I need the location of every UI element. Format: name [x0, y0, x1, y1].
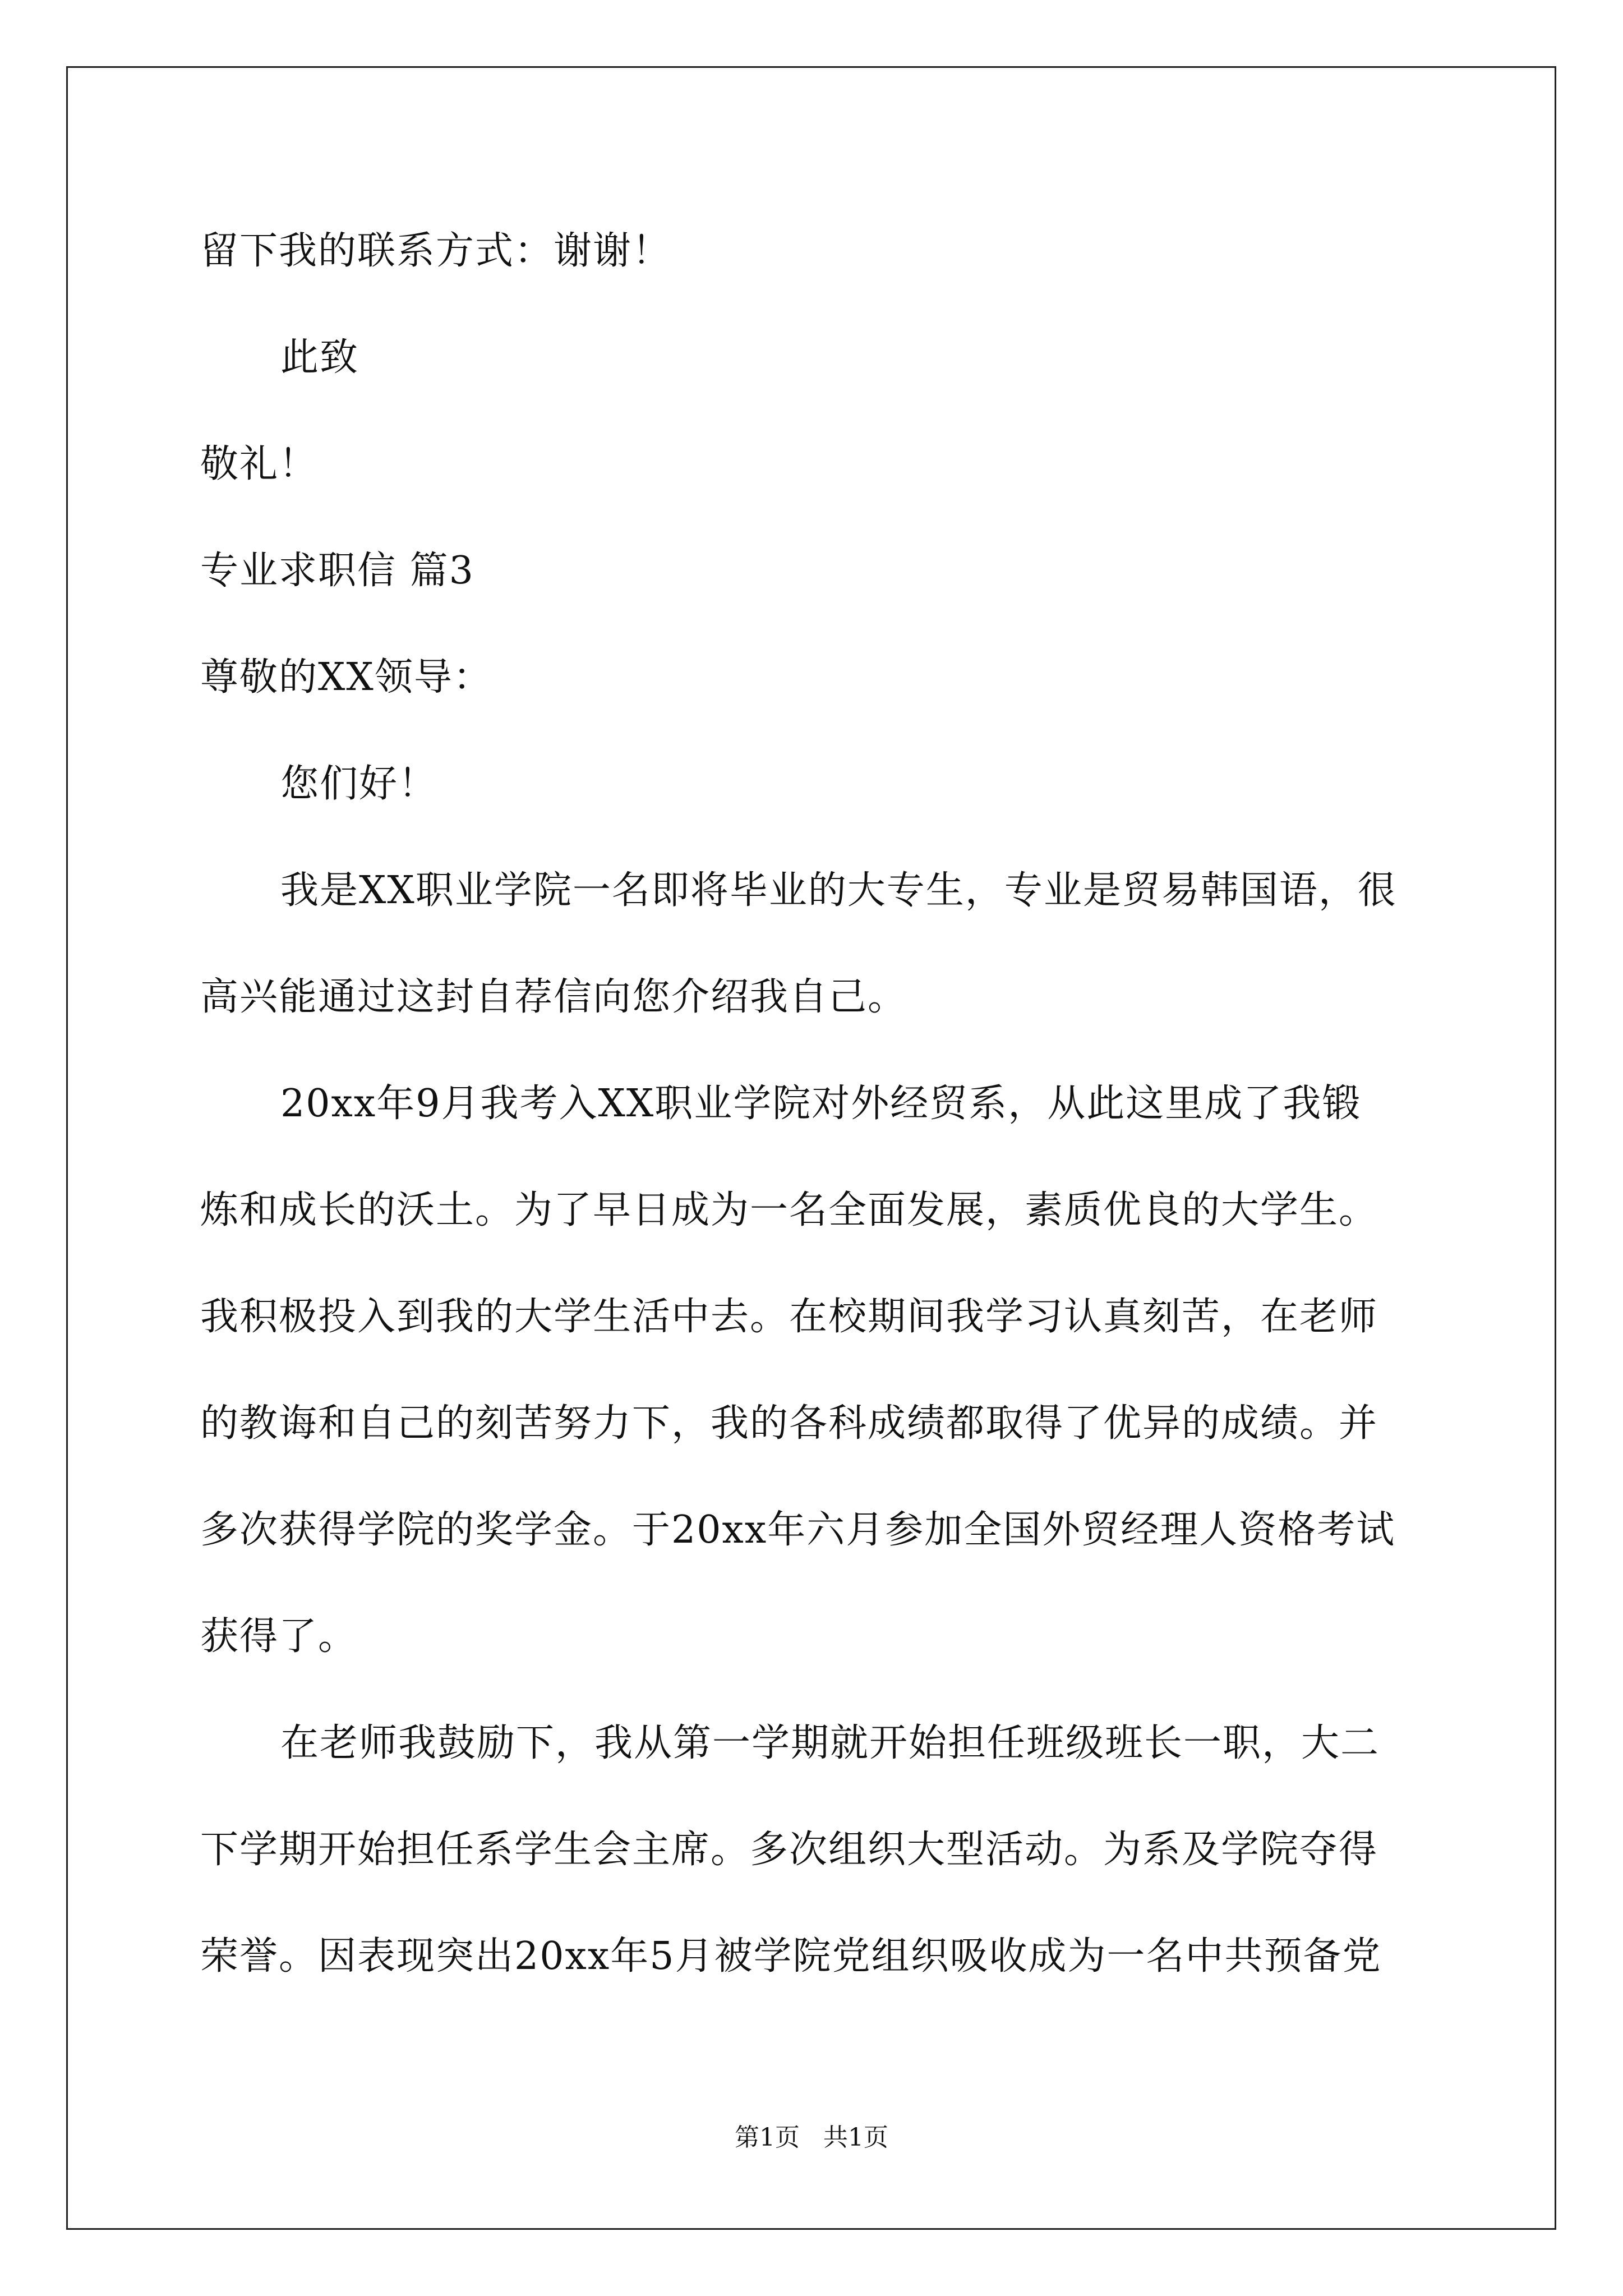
text-line-14: 获得了。	[200, 1614, 358, 1659]
text-line-1: 留下我的联系方式：谢谢！	[200, 229, 672, 273]
text-line-8: 高兴能通过这封自荐信向您介绍我自己。	[200, 975, 907, 1019]
page-number: 第1页 共1页	[735, 2123, 888, 2152]
greeting: 您们好！	[280, 762, 438, 806]
section-heading: 专业求职信 篇3	[200, 549, 474, 593]
text-line-9: 20xx年9月我考入XX职业学院对外经贸系，从此这里成了我锻	[280, 1082, 1362, 1126]
text-line-2: 此致	[280, 335, 359, 380]
text-line-12: 的教诲和自己的刻苦努力下，我的各科成绩都取得了优异的成绩。并	[200, 1401, 1378, 1446]
page-border	[66, 66, 1556, 2230]
text-line-15: 在老师我鼓励下，我从第一学期就开始担任班级班长一职，大二	[280, 1721, 1380, 1765]
text-line-13: 多次获得学院的奖学金。于20xx年六月参加全国外贸经理人资格考试	[200, 1508, 1396, 1552]
text-line-7: 我是XX职业学院一名即将毕业的大专生，专业是贸易韩国语，很	[280, 868, 1397, 913]
text-line-11: 我积极投入到我的大学生活中去。在校期间我学习认真刻苦，在老师	[200, 1295, 1378, 1339]
text-line-10: 炼和成长的沃土。为了早日成为一名全面发展，素质优良的大学生。	[200, 1188, 1378, 1232]
text-line-17: 荣誉。因表现突出20xx年5月被学院党组织吸收成为一名中共预备党	[200, 1934, 1382, 1978]
text-line-16: 下学期开始担任系学生会主席。多次组织大型活动。为系及学院夺得	[200, 1828, 1378, 1872]
salutation: 尊敬的XX领导：	[200, 655, 492, 700]
text-line-3: 敬礼！	[200, 442, 319, 486]
